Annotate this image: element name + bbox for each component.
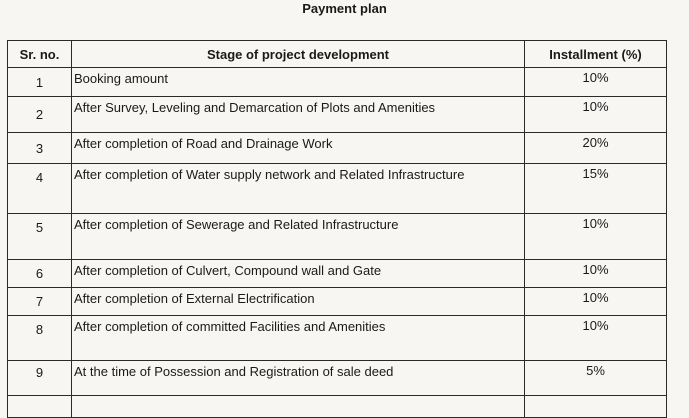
empty-table-row	[8, 396, 667, 418]
table-row	[8, 133, 667, 164]
sr-no-cell: 7	[8, 288, 72, 316]
stage-cell: Booking amount	[72, 68, 525, 97]
table-row	[8, 316, 667, 361]
stage-cell: At the time of Possession and Registration of sale deed	[72, 361, 525, 396]
installment-cell: 10%	[525, 288, 667, 316]
sr-no-cell: 2	[8, 97, 72, 133]
empty-cell	[525, 396, 667, 418]
table-row	[8, 260, 667, 288]
stage-cell: After completion of Culvert, Compound wall and Gate	[72, 260, 525, 288]
header-stage: Stage of project development	[72, 41, 525, 68]
installment-cell: 10%	[525, 260, 667, 288]
header-sr-no: Sr. no.	[8, 41, 72, 68]
payment-plan-table	[7, 40, 667, 418]
installment-cell: 10%	[525, 214, 667, 260]
installment-cell: 20%	[525, 133, 667, 164]
table-row	[8, 361, 667, 396]
sr-no-cell: 1	[8, 68, 72, 97]
table-row	[8, 164, 667, 214]
sr-no-cell: 6	[8, 260, 72, 288]
table-row	[8, 288, 667, 316]
stage-cell: After completion of committed Facilities and Amenities	[72, 316, 525, 361]
installment-cell: 15%	[525, 164, 667, 214]
installment-cell: 10%	[525, 97, 667, 133]
sr-no-cell: 9	[8, 361, 72, 396]
stage-cell: After completion of Water supply network and Related Infrastructure	[72, 164, 525, 214]
installment-cell: 5%	[525, 361, 667, 396]
installment-cell: 10%	[525, 68, 667, 97]
sr-no-cell: 5	[8, 214, 72, 260]
stage-cell: After completion of Sewerage and Related Infrastructure	[72, 214, 525, 260]
header-installment: Installment (%)	[525, 41, 667, 68]
stage-cell: After completion of External Electrification	[72, 288, 525, 316]
stage-cell: After completion of Road and Drainage Work	[72, 133, 525, 164]
empty-cell	[72, 396, 525, 418]
table-row	[8, 68, 667, 97]
sr-no-cell: 4	[8, 164, 72, 214]
page-title: Payment plan	[302, 1, 387, 16]
table-header-row	[8, 41, 667, 68]
installment-cell: 10%	[525, 316, 667, 361]
table-row	[8, 214, 667, 260]
stage-cell: After Survey, Leveling and Demarcation of Plots and Amenities	[72, 97, 525, 133]
sr-no-cell: 3	[8, 133, 72, 164]
table-row	[8, 97, 667, 133]
sr-no-cell: 8	[8, 316, 72, 361]
empty-cell	[8, 396, 72, 418]
